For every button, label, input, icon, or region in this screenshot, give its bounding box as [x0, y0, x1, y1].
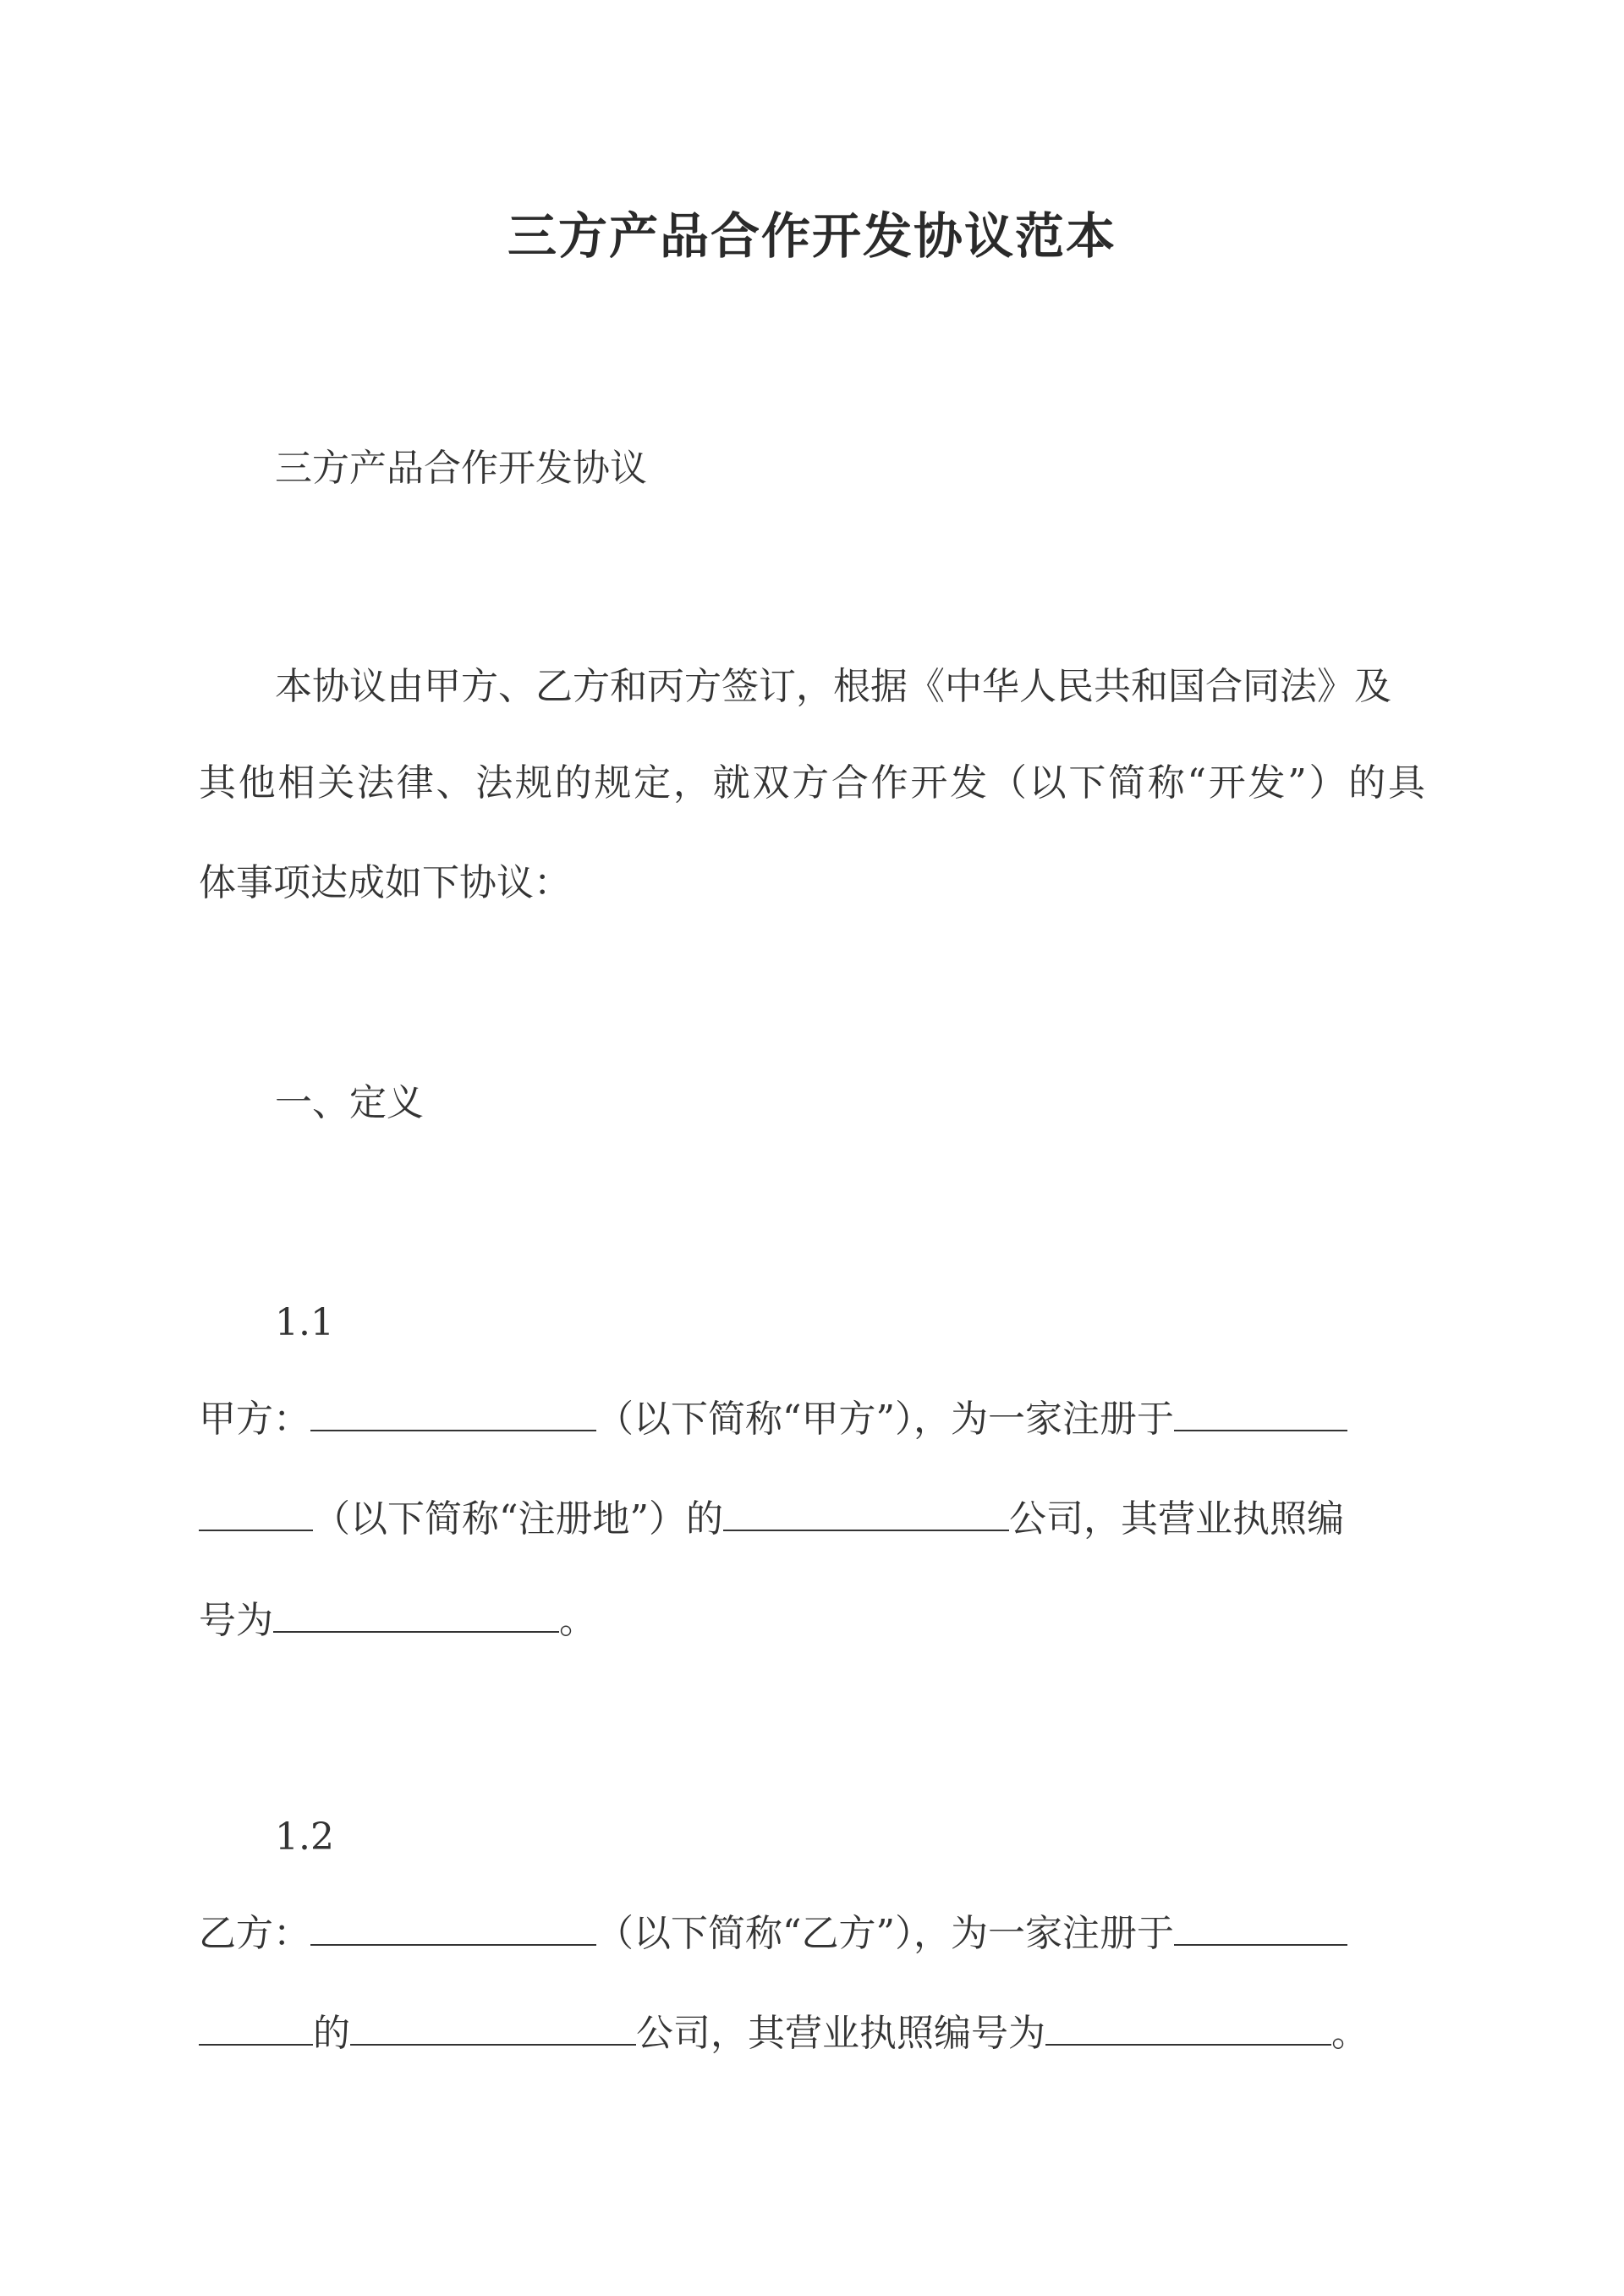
party-b-license-text: 公司，其营业执照编号为 [636, 2012, 1045, 2055]
clause-1-2-line-1 [199, 1912, 1347, 1956]
party-a-alias-text: （以下简称“甲方”），为一家注册于 [596, 1398, 1174, 1441]
intro-line-2: 其他相关法律、法规的规定，就双方合作开发（以下简称“开发”）的具 [199, 761, 1425, 805]
period: 。 [1331, 2012, 1369, 2055]
party-b-license-number-blank[interactable] [1045, 2012, 1331, 2046]
party-b-registration-place-blank-cont[interactable] [199, 2012, 313, 2046]
agreement-subtitle: 三方产品合作开发协议 [275, 447, 647, 490]
business-license-text: 公司，其营业执照编 [1009, 1497, 1344, 1541]
party-a-label: 甲方： [199, 1398, 310, 1441]
party-b-registration-place-blank[interactable] [1174, 1912, 1347, 1946]
party-b-label: 乙方： [199, 1912, 310, 1955]
clause-number-1-1: 1.1 [275, 1301, 334, 1344]
party-b-name-blank[interactable] [310, 1912, 596, 1946]
clause-number-1-2: 1.2 [275, 1815, 334, 1859]
clause-1-1-line-2 [199, 1497, 1344, 1541]
of-text: 的 [313, 2012, 350, 2055]
clause-1-1-line-3 [199, 1599, 596, 1643]
party-a-name-blank[interactable] [310, 1398, 596, 1431]
license-number-label: 号为 [199, 1599, 273, 1642]
intro-line-3: 体事项达成如下协议： [199, 861, 571, 904]
period: 。 [559, 1599, 596, 1642]
intro-line-1: 本协议由甲方、乙方和丙方签订，根据《中华人民共和国合同法》及 [275, 665, 1391, 708]
clause-1-1-line-1 [199, 1398, 1347, 1442]
party-a-license-number-blank[interactable] [273, 1599, 559, 1633]
party-b-alias-text: （以下简称“乙方”），为一家注册于 [596, 1912, 1174, 1955]
registration-place-alias-text: （以下简称“注册地”）的 [313, 1497, 723, 1541]
party-a-registration-place-blank-cont[interactable] [199, 1497, 313, 1531]
clause-1-2-line-2 [199, 2012, 1369, 2056]
party-a-company-type-blank[interactable] [723, 1497, 1009, 1531]
document-title: 三方产品合作开发协议范本 [507, 207, 1116, 265]
party-b-company-type-blank[interactable] [350, 2012, 636, 2046]
section-heading-definitions: 一、定义 [275, 1081, 424, 1124]
party-a-registration-place-blank[interactable] [1174, 1398, 1347, 1431]
